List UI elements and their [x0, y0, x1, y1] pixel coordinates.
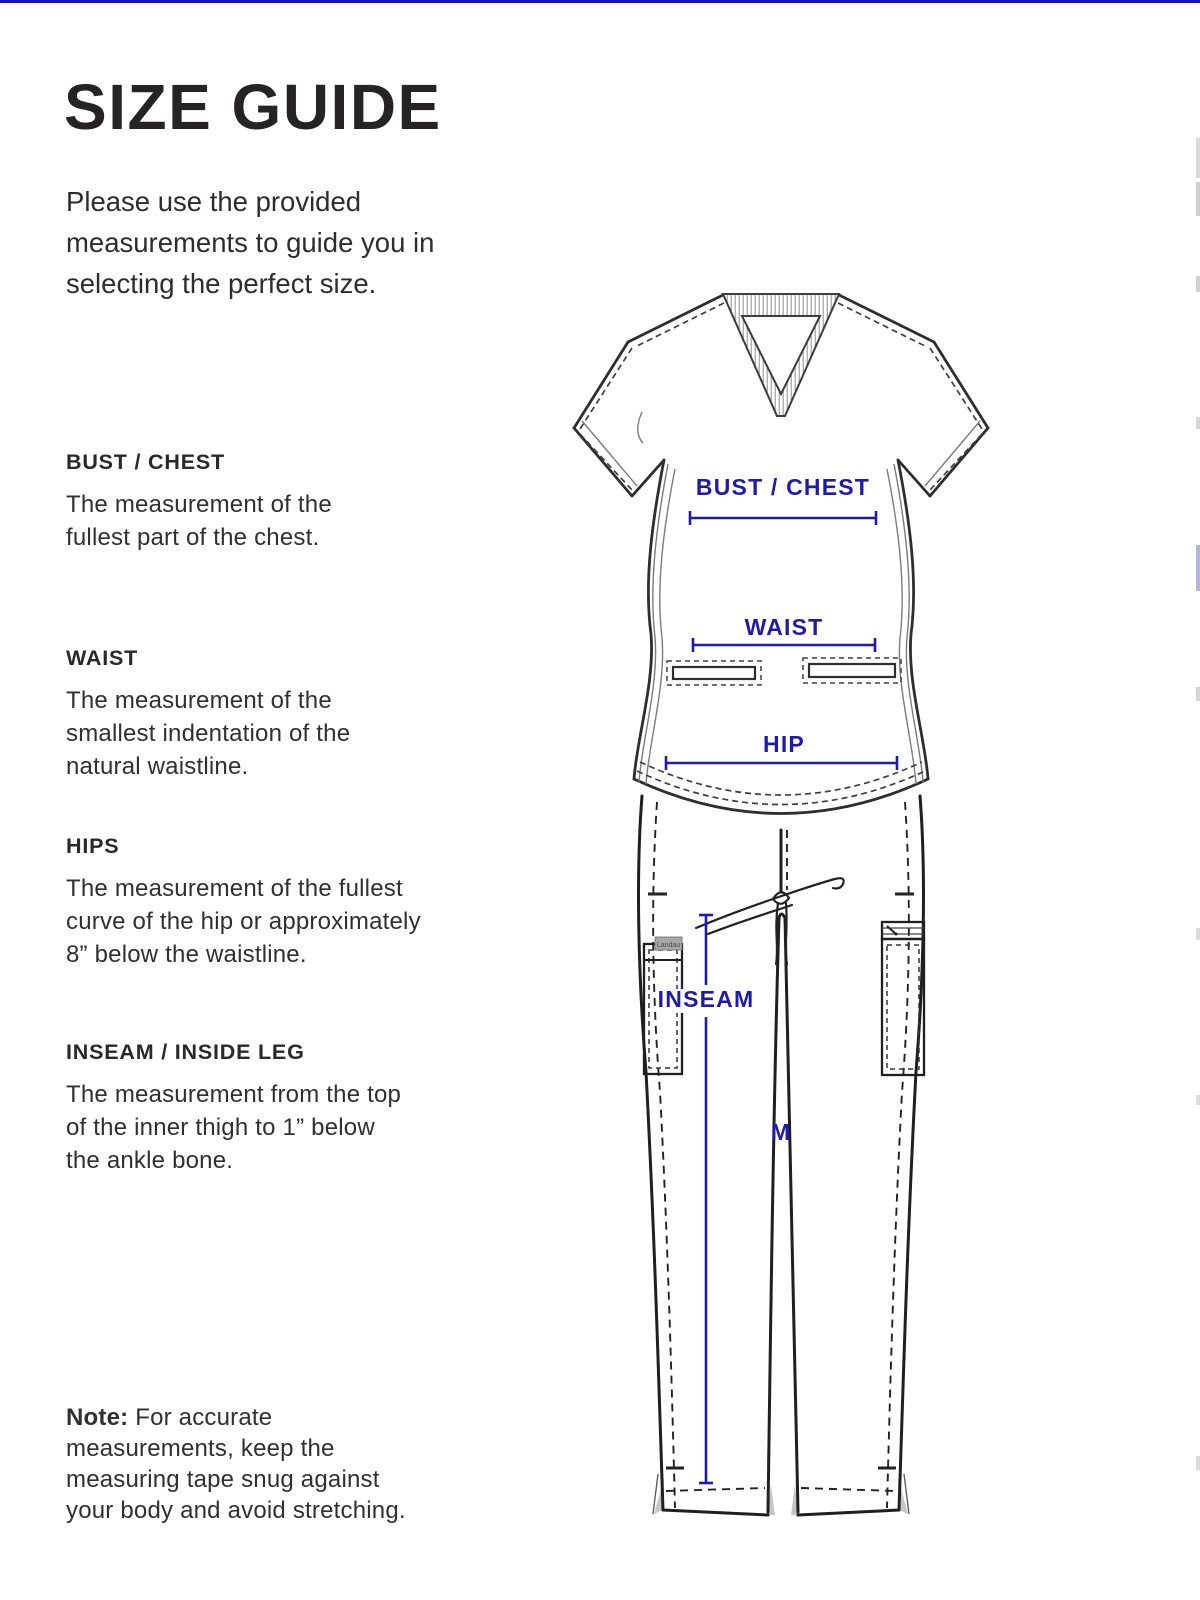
intro-line: selecting the perfect size.	[66, 268, 377, 299]
section-line: The measurement of the	[66, 687, 332, 714]
section-line: smallest indentation of the	[66, 720, 351, 747]
section-line: The measurement of the fullest	[66, 875, 403, 902]
note-line: measuring tape snug against	[66, 1466, 380, 1493]
section-line: 8” below the waistline.	[66, 941, 307, 968]
section-line: The measurement from the top	[66, 1081, 402, 1108]
edge-sliver	[1196, 417, 1200, 429]
intro-line: Please use the provided	[66, 186, 362, 217]
edge-sliver	[1196, 276, 1200, 292]
edge-sliver	[1196, 1095, 1200, 1105]
hem-vent-lines	[653, 1474, 909, 1514]
waist-label: WAIST	[744, 614, 824, 640]
brand-tag-text: Landau	[656, 942, 681, 949]
section-hips	[66, 834, 421, 971]
section-line: fullest part of the chest.	[66, 524, 320, 551]
section-line: curve of the hip or approximately	[66, 908, 421, 935]
scrub-pants-illustration	[639, 796, 924, 1515]
hem-vent-shading	[654, 1478, 908, 1515]
edge-sliver	[1196, 138, 1200, 178]
top-divider-rule	[0, 0, 1200, 3]
note-label: Note:	[66, 1404, 129, 1431]
section-line: of the inner thigh to 1” below	[66, 1114, 375, 1141]
measurement-note	[66, 1402, 406, 1526]
section-title: WAIST	[66, 646, 139, 670]
section-title: HIPS	[66, 834, 120, 858]
note-line: your body and avoid stretching.	[66, 1497, 406, 1524]
zipper-pull	[887, 926, 896, 934]
garment-measurement-diagram	[538, 282, 994, 1527]
seam-tick-marks	[648, 894, 914, 1468]
section-title: BUST / CHEST	[66, 450, 225, 474]
page-title: SIZE GUIDE	[64, 71, 442, 143]
edge-sliver	[1196, 687, 1200, 701]
section-waist	[66, 646, 350, 783]
edge-sliver	[1196, 545, 1200, 591]
note-line: For accurate	[135, 1404, 273, 1431]
section-line: The measurement of the	[66, 491, 332, 518]
section-inseam	[66, 1040, 401, 1177]
note-line: measurements, keep the	[66, 1435, 335, 1462]
size-m-label: M	[770, 1119, 792, 1145]
section-line: the ankle bone.	[66, 1147, 234, 1174]
intro-text	[66, 181, 434, 304]
inseam-label: INSEAM	[657, 986, 755, 1012]
section-line: natural waistline.	[66, 753, 249, 780]
intro-line: measurements to guide you in	[66, 227, 435, 258]
edge-sliver	[1196, 928, 1200, 940]
section-title: INSEAM / INSIDE LEG	[66, 1040, 305, 1064]
edge-sliver	[1196, 1456, 1200, 1470]
hip-label: HIP	[763, 731, 805, 757]
section-bust-chest	[66, 450, 332, 554]
bust-chest-label: BUST / CHEST	[695, 474, 871, 500]
drawstring	[696, 878, 844, 964]
edge-sliver	[1196, 182, 1200, 216]
